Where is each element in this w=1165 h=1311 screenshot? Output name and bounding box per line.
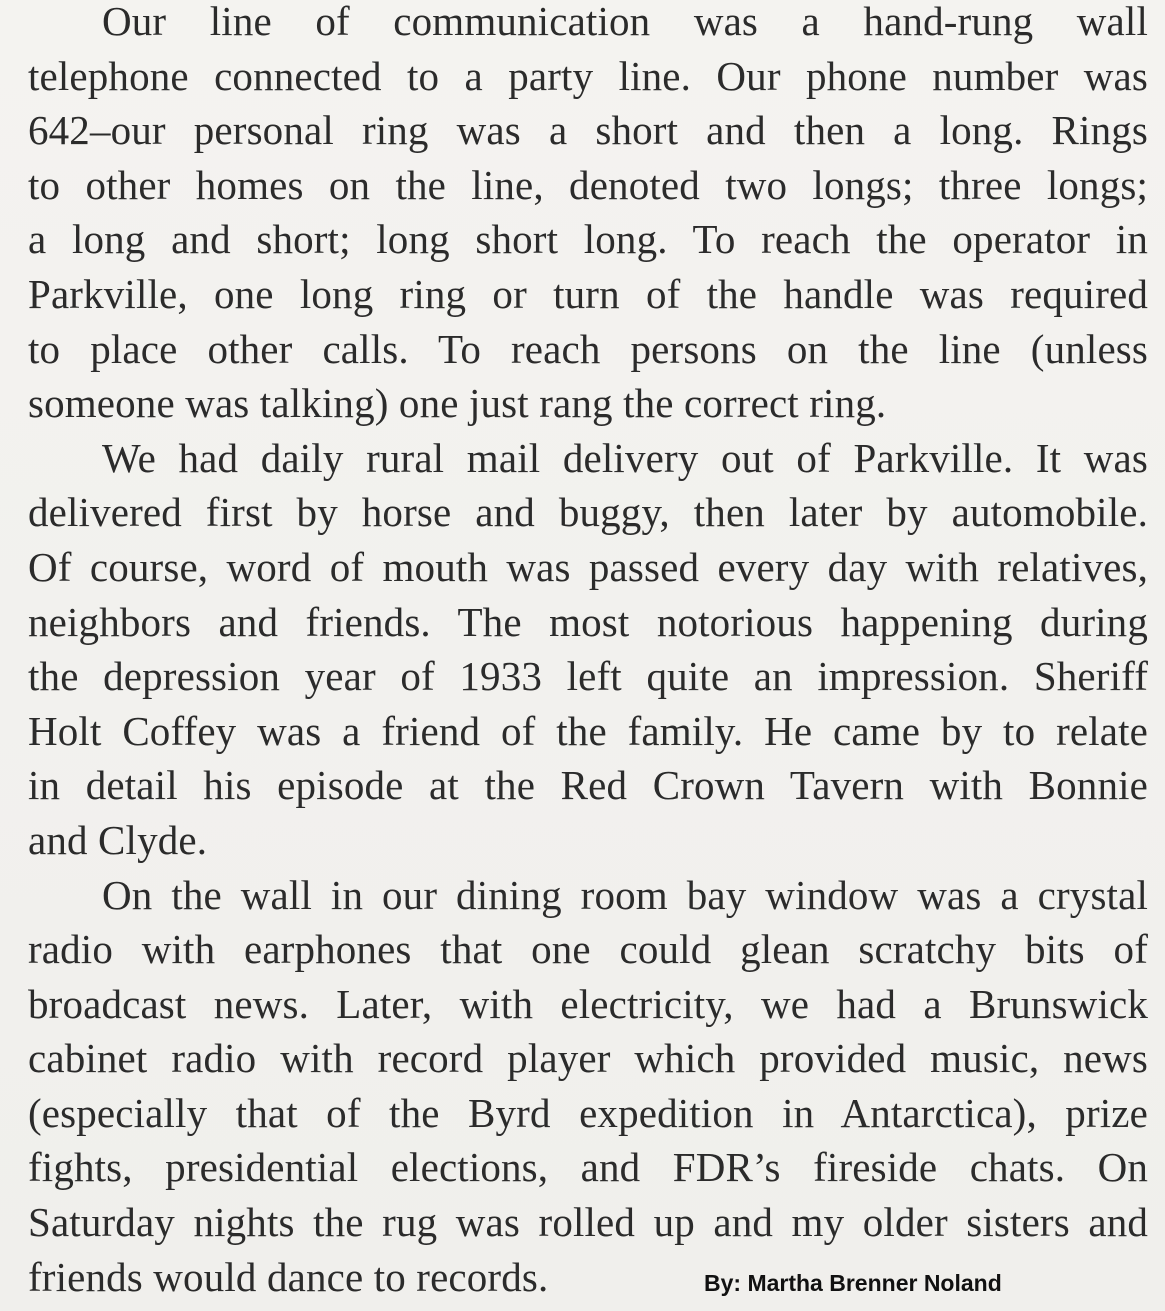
text-line: Holt Coffey was a friend of the family. He came by to relate [28, 707, 1148, 754]
text-line: On the wall in our dining room bay window was a crystal [102, 871, 1148, 918]
text-line: delivered first by horse and buggy, then later by automobile. [28, 489, 1148, 536]
text-line: We had daily rural mail delivery out of Parkville. It was [102, 434, 1148, 481]
text-line: someone was talking) one just rang the correct ring. [28, 380, 887, 427]
text-line: broadcast news. Later, with electricity, we had a Brunswick [28, 980, 1148, 1027]
paragraph-telephone [28, 0, 1148, 431]
text-line: (especially that of the Byrd expedition in Antarctica), prize [28, 1089, 1148, 1136]
text-line: and Clyde. [28, 816, 208, 863]
text-line: Parkville, one long ring or turn of the handle was required [28, 270, 1148, 317]
text-line: the depression year of 1933 left quite an impression. Sheriff [28, 653, 1148, 700]
paragraph-radio [28, 868, 1148, 1305]
text-line: to place other calls. To reach persons on the line (unless [28, 325, 1148, 372]
text-line: Saturday nights the rug was rolled up and my older sisters and [28, 1199, 1148, 1246]
text-line: radio with earphones that one could glean scratchy bits of [28, 926, 1148, 973]
text-line: fights, presidential elections, and FDR’s fireside chats. On [28, 1144, 1148, 1191]
text-line: in detail his episode at the Red Crown Tavern with Bonnie [28, 762, 1148, 809]
text-line: cabinet radio with record player which provided music, news [28, 1035, 1148, 1082]
text-line: a long and short; long short long. To reach the operator in [28, 216, 1148, 263]
author-byline: By: Martha Brenner Noland [704, 1270, 1002, 1296]
text-line: to other homes on the line, denoted two longs; three longs; [28, 161, 1148, 208]
article-body [28, 0, 1148, 1304]
text-line: Our line of communication was a hand-rung wall [102, 0, 1148, 44]
text-line: 642–our personal ring was a short and then a long. Rings [28, 107, 1148, 154]
text-line: Of course, word of mouth was passed every day with relatives, [28, 543, 1148, 590]
text-line: friends would dance to records. [28, 1253, 549, 1300]
text-line: neighbors and friends. The most notorious happening during [28, 598, 1148, 645]
text-line: telephone connected to a party line. Our phone number was [28, 52, 1148, 99]
paragraph-mail [28, 431, 1148, 868]
